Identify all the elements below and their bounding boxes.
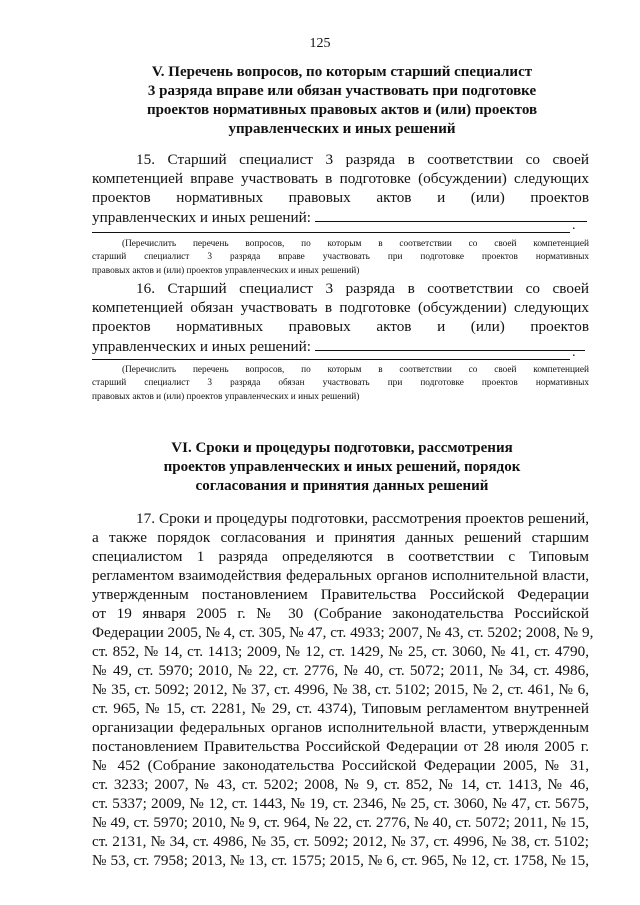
heading-line: управленческих и иных решений bbox=[228, 121, 456, 137]
text-line: утвержденным постановлением Правительства Российской Федерации bbox=[92, 586, 589, 603]
text-line: 16. Старший специалист 3 разряда в соответствии со своей bbox=[136, 280, 589, 297]
paragraph-15 bbox=[92, 150, 589, 226]
fill-in-line bbox=[92, 232, 570, 233]
heading-line: 3 разряда вправе или обязан участвовать при подготовке bbox=[147, 83, 537, 99]
note-line: правовых актов и (или) проектов управленческих и иных решений) bbox=[92, 265, 360, 276]
text-line: компетенцией вправе участвовать в подготовке (обсуждении) следующих bbox=[92, 170, 589, 187]
fill-in-line bbox=[315, 336, 585, 351]
heading-line: V. Перечень вопросов, по которым старший специалист bbox=[151, 64, 533, 80]
heading-line: проектов управленческих и иных решений, порядок bbox=[163, 459, 521, 475]
text-line: управленческих и иных решений: bbox=[92, 209, 312, 226]
text-line: организации федеральных органов исполнительной власти, утвержденным bbox=[92, 719, 589, 736]
text-line: ст. 965, № 15, ст. 2281, № 29, ст. 4374), Типовым регламентом внутренней bbox=[92, 700, 589, 717]
note-line: (Перечислить перечень вопросов, по которым в соответствии со своей компетенцией bbox=[122, 365, 589, 375]
page-number: 125 bbox=[309, 36, 331, 51]
note-16 bbox=[92, 364, 589, 404]
text-line: компетенцией обязан участвовать в подготовке (обсуждении) следующих bbox=[92, 299, 589, 316]
text-line: № 452 (Собрание законодательства Российской Федерации 2005, № 31, bbox=[92, 757, 589, 774]
text-line: проектов нормативных правовых актов и (или) проектов bbox=[92, 318, 589, 335]
text-line: управленческих и иных решений: bbox=[92, 338, 312, 355]
line-end-dot: . bbox=[572, 345, 576, 360]
section-5-heading bbox=[92, 63, 592, 139]
heading-line: проектов нормативных правовых актов и (или) проектов bbox=[146, 102, 538, 118]
fill-in-line bbox=[92, 359, 570, 360]
text-line: от 19 января 2005 г. № 30 (Собрание законодательства Российской bbox=[92, 605, 589, 622]
text-line: а также порядок согласования и принятия данных решений старшим bbox=[92, 529, 589, 546]
text-line: ст. 5337; 2009, № 12, ст. 1443, № 19, ст. 2346, № 25, ст. 3060, № 47, ст. 5675, bbox=[92, 795, 589, 812]
fill-in-line bbox=[315, 207, 587, 222]
paragraph-16 bbox=[92, 279, 589, 355]
text-line: № 35, ст. 5092; 2012, № 37, ст. 4996, № 38, ст. 5102; 2015, № 2, ст. 461, № 6, bbox=[92, 681, 589, 698]
text-line: ст. 852, № 14, ст. 1413; 2009, № 12, ст. 1429, № 25, ст. 3060, № 41, ст. 4790, bbox=[92, 643, 589, 660]
text-line: ст. 2131, № 34, ст. 4986, № 35, ст. 5092; 2012, № 37, ст. 4996, № 38, ст. 5102; bbox=[92, 833, 589, 850]
note-15 bbox=[92, 238, 589, 278]
text-line: № 53, ст. 7958; 2013, № 13, ст. 1575; 2015, № 6, ст. 965, № 12, ст. 1758, № 15, bbox=[92, 852, 589, 869]
text-line: постановлением Правительства Российской Федерации от 28 июля 2005 г. bbox=[92, 738, 589, 755]
heading-line: согласования и принятия данных решений bbox=[195, 478, 489, 494]
line-end-dot: . bbox=[572, 218, 576, 233]
text-line: специалистом 1 разряда определяются в соответствии с Типовым bbox=[92, 548, 589, 565]
text-line: № 49, ст. 5970; 2010, № 9, ст. 964, № 22, ст. 2776, № 40, ст. 5072; 2011, № 15, bbox=[92, 814, 589, 831]
text-line: 15. Старший специалист 3 разряда в соответствии со своей bbox=[136, 151, 589, 168]
text-line: проектов нормативных правовых актов и (или) проектов bbox=[92, 189, 589, 206]
text-line: регламентом взаимодействия федеральных органов исполнительной власти, bbox=[92, 567, 589, 584]
heading-line: VI. Сроки и процедуры подготовки, рассмотрения bbox=[171, 440, 513, 456]
note-line: (Перечислить перечень вопросов, по которым в соответствии со своей компетенцией bbox=[122, 239, 589, 249]
text-line: 17. Сроки и процедуры подготовки, рассмотрения проектов решений, bbox=[136, 510, 589, 527]
section-6-heading bbox=[92, 439, 592, 496]
paragraph-17 bbox=[92, 509, 594, 870]
text-line: ст. 3233; 2007, № 43, ст. 5202; 2008, № 9, ст. 852, № 14, ст. 1413, № 46, bbox=[92, 776, 589, 793]
note-line: правовых актов и (или) проектов управленческих и иных решений) bbox=[92, 391, 360, 402]
note-line: старший специалист 3 разряда вправе участвовать при подготовке проектов нормативных bbox=[92, 252, 589, 263]
text-line: № 49, ст. 5970; 2010, № 22, ст. 2776, № 40, ст. 5072; 2011, № 34, ст. 4986, bbox=[92, 662, 589, 679]
text-line: Федерации 2005, № 4, ст. 305, № 47, ст. 4933; 2007, № 43, ст. 5202; 2008, № 9, bbox=[92, 624, 594, 641]
note-line: старший специалист 3 разряда обязан участвовать при подготовке проектов нормативных bbox=[92, 378, 589, 389]
